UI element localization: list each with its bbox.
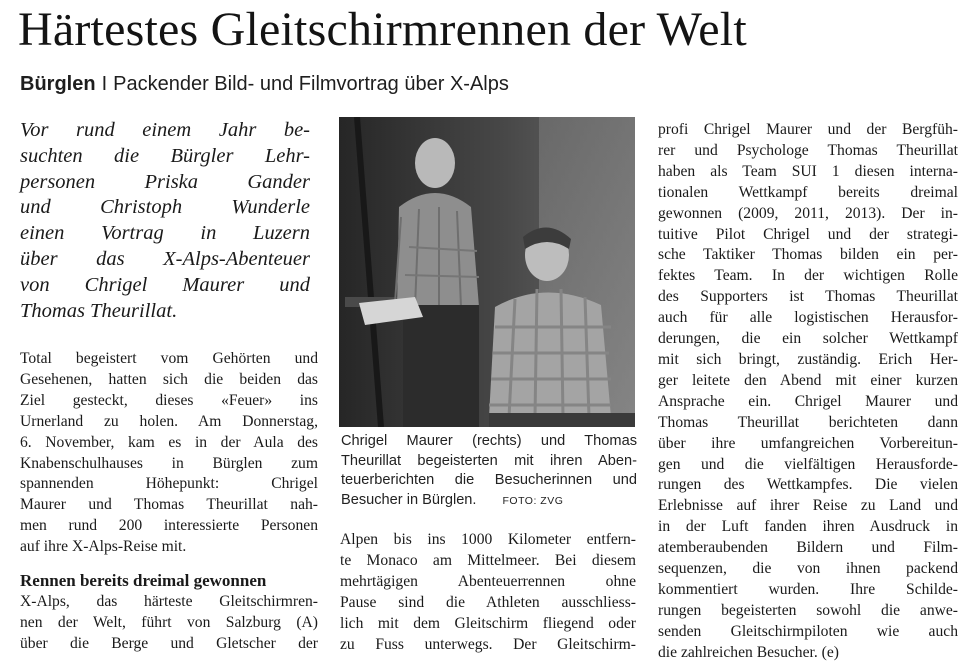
body-line: te Monaco am Mittelmeer. Bei diesem <box>340 551 636 569</box>
body-line: auch für alle logistischen Herausfor- <box>658 309 958 327</box>
caption-line: teuerberichten die Besucherinnen und <box>341 472 637 488</box>
body-line: in der Luft fanden ihren Ausdruck in <box>658 518 958 536</box>
body-line: Ansprache ein. Chrigel Maurer und <box>658 392 958 410</box>
body-line: des Supporters ist Thomas Theurillat <box>658 288 958 306</box>
body-line: mit sich bringt, zuständig. Erich Her- <box>658 350 958 368</box>
subheadline-text: Packender Bild- und Filmvortrag über X-Alps <box>113 73 509 95</box>
body-line: sche Taktiker Thomas bilden ein per- <box>658 246 958 264</box>
body-line: ger leitete den Abend mit einer kurzen <box>658 371 958 389</box>
body-line: Knabenschulhauses in Bürglen zum <box>20 454 318 472</box>
body-line: die zahlreichen Besucher. (e) <box>658 643 839 661</box>
body-line: fektes Team. In der wichtigen Rolle <box>658 267 958 285</box>
lead-line: personen Priska Gander <box>20 170 310 193</box>
body-line: rer und Psychologe Thomas Theurillat <box>658 141 958 159</box>
lead-paragraph <box>20 118 310 324</box>
lead-line: Thomas Theurillat. <box>20 299 178 322</box>
body-line: rungen begeisterten sowohl die anwe- <box>658 601 958 619</box>
body-line: kommentiert wurden. Ihre Schilde- <box>658 580 958 598</box>
body-line: derungen, die ein solcher Wettkampf <box>658 330 958 348</box>
photo-credit: FOTO: ZVG <box>502 494 564 507</box>
body-line: spannenden Höhepunkt: Chrigel <box>20 475 318 493</box>
body-line: über ihre umfangreichen Vorbereitun- <box>658 434 958 452</box>
lead-line: und Christoph Wunderle <box>20 196 310 219</box>
caption-line: Chrigel Maurer (rechts) und Thomas <box>341 433 637 449</box>
body-line: X-Alps, das härteste Gleitschirmren- <box>20 592 318 610</box>
lead-line: von Chrigel Maurer und <box>20 273 310 296</box>
body-line: Pause sind die Athleten ausschliess- <box>340 593 636 611</box>
body-line: atemberaubenden Bildern und Film- <box>658 539 958 557</box>
body-line: gen und die vielfältigen Herausforde- <box>658 455 958 473</box>
article-headline: Härtestes Gleitschirmrennen der Welt <box>18 3 747 56</box>
body-line: mehrtägigen Abenteuerrennen ohne <box>340 572 636 590</box>
body-line: Gesehenen, hatten sich die beiden das <box>20 370 318 388</box>
body-line: Thomas Theurillat berichteten dann <box>658 413 958 431</box>
body-line: Alpen bis ins 1000 Kilometer entfern- <box>340 531 636 548</box>
body-line: senden Gleitschirmpiloten wie auch <box>658 622 958 640</box>
body-line: gewonnen (2009, 2011, 2013). Der in- <box>658 204 958 222</box>
body-line: tionalen Wettkampf bereits dreimal <box>658 183 958 201</box>
lead-line: suchten die Bürgler Lehr- <box>20 144 310 167</box>
body-line: auf ihre X-Alps-Reise mit. <box>20 538 187 556</box>
body-line: lich mit dem Gleitschirm fliegend oder <box>340 614 636 632</box>
lead-line: Vor rund einem Jahr be- <box>20 119 310 141</box>
photo-illustration <box>339 117 635 427</box>
body-line: Urnerland zu holen. Am Donnerstag, <box>20 412 318 430</box>
photo-caption <box>341 432 637 511</box>
dateline-separator: I <box>101 73 108 95</box>
body-line: rungen des Wettkampfes. Die vielen <box>658 476 958 494</box>
article-subheadline <box>20 70 509 98</box>
body-line: über die Berge und Gletscher der <box>20 634 318 652</box>
body-line: Total begeistert vom Gehörten und <box>20 350 318 367</box>
body-line: profi Chrigel Maurer und der Bergfüh- <box>658 121 958 138</box>
body-line: Ziel gesteckt, dieses «Feuer» ins <box>20 391 318 409</box>
column-1 <box>20 349 318 558</box>
column-2 <box>340 530 636 655</box>
dateline-place: Bürglen <box>20 73 96 95</box>
body-line: Maurer und Thomas Theurillat nah- <box>20 496 318 514</box>
column-3 <box>658 120 958 664</box>
body-line: men rund 200 interessierte Personen <box>20 517 318 535</box>
lead-line: einen Vortrag in Luzern <box>20 222 310 245</box>
lead-line: über das X-Alps-Abenteuer <box>20 247 310 270</box>
body-line: nen der Welt, führt von Salzburg (A) <box>20 613 318 631</box>
body-line: 6. November, kam es in der Aula des <box>20 433 318 451</box>
body-line: haben als Team SUI 1 diesen interna- <box>658 162 958 180</box>
body-line: sequenzen, die von ihnen packend <box>658 560 958 578</box>
section-heading: Rennen bereits dreimal gewonnen <box>20 571 267 590</box>
article-photo <box>339 117 635 427</box>
caption-text: Besucher in Bürglen. <box>341 491 477 508</box>
column-1-continued <box>20 571 318 655</box>
body-line: tuitive Pilot Chrigel und der strategi- <box>658 225 958 243</box>
body-line: Erlebnisse auf ihrer Reise zu Land und <box>658 497 958 515</box>
body-line: zu Fuss unterwegs. Der Gleitschirm- <box>340 635 636 653</box>
caption-line <box>341 491 637 512</box>
caption-line: Theurillat begeisterten mit ihren Aben- <box>341 452 637 469</box>
